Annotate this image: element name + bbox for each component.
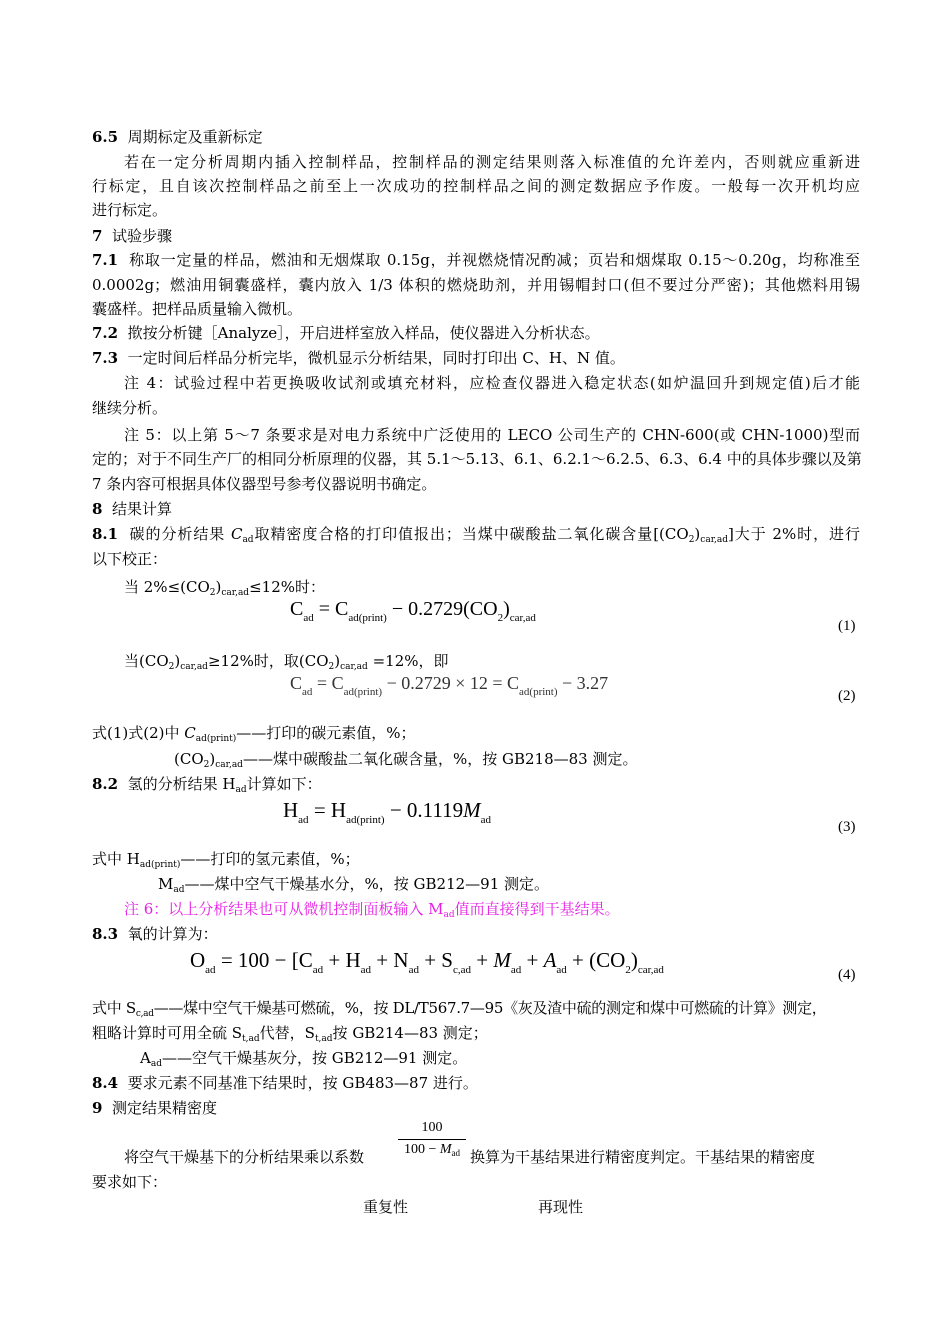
text: 注 6：以上分析结果也可从微机控制面板输入 M [124,900,444,918]
condition-1 [124,576,325,598]
text: ≥12%时，取(CO [207,652,329,670]
subscript: ad(print) [346,814,385,826]
section-8-4-line [92,1072,478,1094]
text: + S [418,948,453,972]
subscript: car,ad [180,662,208,672]
text: ≤12%时： [249,578,325,596]
subscript: ad [150,1059,162,1069]
text: ——煤中空气干燥基可燃硫，%，按 DL/T567.7—95《灰及渣中硫的测定和煤中可燃硫的计算》测定， [153,999,827,1017]
subscript: ad [235,785,247,795]
text: 碳的分析结果 [129,525,231,543]
text: ——煤中碳酸盐二氧化碳含量，%，按 GB218—83 测定。 [242,750,638,768]
where-clause-4-line2 [92,1022,488,1044]
subscript: ad(print) [195,734,237,744]
symbol: M [439,1142,452,1157]
where-clause-4 [92,997,827,1019]
subscript: ad [360,964,372,976]
where-clause-1-2 [92,722,416,744]
text: ——煤中空气干燥基水分，%，按 GB212—91 测定。 [184,875,550,893]
subscript: 2 [203,760,210,770]
text: 式中 S [92,999,136,1017]
subscript: c,ad [135,1009,154,1019]
subscript: ad [303,612,314,624]
symbol: C [184,724,196,742]
subscript: ad [480,814,491,826]
equation-number: (4) [838,967,856,983]
text: + [521,948,544,972]
paragraph-line: 要求如下： [92,1173,168,1191]
note-5-line: 定的；对于不同生产厂的相同分析原理的仪器，其 5.1～5.13、6.1、6.2.1～6.2.5、6.3、6.4 中的具体步骤以及第 [92,450,862,468]
subscript: c,ad [452,964,471,976]
subscript: 2 [209,588,216,598]
subscript: ad [556,964,567,976]
fraction-numerator: 100 [421,1120,443,1135]
text: = [308,798,331,822]
subscript: car,ad [215,760,243,770]
section-number: 6.5 [92,128,119,146]
subscript: ad [298,814,309,826]
symbol: C [335,598,349,620]
section-number: 8.2 [92,775,119,793]
text: M [158,875,174,893]
text: − 0.1119 [384,798,464,822]
section-title: 试验步骤 [111,227,172,245]
text: + H [323,948,361,972]
section-9-heading [92,1097,217,1119]
text: + [471,948,494,972]
text: 当 2%≤(CO [124,578,210,596]
equation-number: (3) [838,819,856,835]
text: ) [503,598,510,620]
text: + N [371,948,409,972]
text: ) [630,948,638,972]
subscript: ad(print) [519,686,558,698]
text: ]大于 2%时，进行 [728,525,860,543]
text: 当(CO [124,652,169,670]
text: ——空气干燥基灰分，按 GB212—91 测定。 [161,1049,468,1067]
paragraph-text: 揿按分析键［Analyze］，开启进样室放入样品，使仪器进入分析状态。 [127,324,600,342]
where-clause-3 [92,848,360,870]
paragraph-text: 要求元素不同基准下结果时，按 GB483—87 进行。 [127,1074,478,1092]
subscript: ad [451,1148,461,1158]
symbol: C [507,673,520,693]
table-header-reproducibility: 再现性 [538,1198,584,1216]
text: 取精密度合格的打印值报出；当煤中碳酸盐二氧化碳含量[(CO [253,525,689,543]
symbol: M [463,798,481,822]
text: ) [209,750,216,768]
note-4-line: 注 4：试验过程中若更换吸收试剂或填充材料，应检查仪器进入稳定状态(如炉温回升到规定值)后才能 [124,374,860,392]
coefficient-fraction [398,1118,466,1159]
text: = [313,598,336,620]
symbol: A [543,948,557,972]
symbol: C [290,598,304,620]
text: ) [215,578,222,596]
paragraph-text: 氧的计算为： [127,925,218,943]
text: ) [174,652,181,670]
paragraph-text: 称取一定量的样品，燃油和无烟煤取 0.15g，并视燃烧情况酌减；页岩和烟煤取 0.15～0.20g，均称准至 [129,251,860,269]
section-number: 7 [92,227,103,245]
section-number: 9 [92,1099,103,1117]
table-header-repeatability: 重复性 [363,1198,409,1216]
text: 式中 H [92,850,140,868]
section-7-1-line [92,249,860,271]
equation-1 [290,598,536,624]
section-8-heading [92,498,172,520]
section-8-2-line [92,773,322,795]
subscript: 2 [497,612,504,624]
section-7-heading [92,225,172,247]
section-6-5-heading [92,126,263,148]
paragraph-line: 进行标定。 [92,201,168,219]
paragraph-text: 一定时间后样品分析完毕，微机显示分析结果，同时打印出 C、H、N 值。 [127,349,625,367]
paragraph-line: 囊盛样。把样品质量输入微机。 [92,300,303,318]
subscript: ad(print) [139,860,181,870]
text: ——打印的氢元素值，%； [180,850,360,868]
paragraph-line: 若在一定分析周期内插入控制样品，控制样品的测定结果则落入标准值的允许差内，否则就应重新进 [124,153,860,171]
section-9-para-a: 将空气干燥基下的分析结果乘以系数 [124,1148,365,1166]
section-title: 结果计算 [111,500,172,518]
section-title: 周期标定及重新标定 [127,128,263,146]
section-title: 测定结果精密度 [111,1099,217,1117]
equation-2 [290,673,609,698]
section-number: 8 [92,500,103,518]
subscript: ad(print) [348,612,387,624]
text: − 0.2729 × 12 = [382,673,508,693]
section-9-para-b: 换算为干基结果进行精密度判定。干基结果的精密度 [470,1148,816,1166]
section-number: 7.2 [92,324,119,342]
subscript: ad [242,535,254,545]
section-number: 7.3 [92,349,119,367]
text: 氢的分析结果 H [127,775,236,793]
where-clause-4-b [140,1047,467,1069]
subscript: ad [312,964,324,976]
where-clause-3-b [158,873,549,895]
subscript: car,ad [509,612,536,624]
note-5-line: 注 5：以上第 5～7 条要求是对电力系统中广泛使用的 LECO 公司生产的 CHN-600(或 CHN-1000)型而 [124,426,860,444]
condition-2 [124,650,449,672]
section-number: 7.1 [92,251,119,269]
section-7-2-line [92,322,600,344]
equation-3 [283,798,491,826]
subscript: 2 [328,662,335,672]
paragraph-line: 行标定，且自该次控制样品之前至上一次成功的控制样品之间的测定数据应予作废。一般每一次开机均应 [92,177,860,195]
text: 按 GB214—83 测定； [332,1024,488,1042]
equation-4 [190,948,664,976]
subscript: ad [408,964,419,976]
text: 值而直接得到干基结果。 [454,900,620,918]
text: = [312,673,332,693]
subscript: ad(print) [343,686,383,698]
text: ——打印的碳元素值，%； [236,724,416,742]
note-5-line: 7 条内容可根据具体仪器型号参考仪器说明书确定。 [92,475,437,493]
section-8-3-line [92,923,218,945]
section-number: 8.4 [92,1074,119,1092]
text: 代替，S [259,1024,315,1042]
text: A [140,1049,151,1067]
section-number: 8.3 [92,925,119,943]
note-4-line: 继续分析。 [92,399,168,417]
subscript: 2 [625,964,631,976]
symbol: H [283,798,299,822]
text: 计算如下： [246,775,322,793]
subscript: 2 [168,662,175,672]
note-6-line [124,898,620,920]
subscript: car,ad [637,964,664,976]
subscript: car,ad [221,588,250,598]
subscript: ad [173,885,185,895]
subscript: car,ad [340,662,368,672]
subscript: 2 [688,535,695,545]
subscript: ad [302,686,313,698]
fraction-denominator [398,1141,466,1159]
symbol: H [330,798,347,822]
symbol: C [331,673,344,693]
subscript: t,ad [314,1034,333,1044]
text: ) [694,525,701,543]
fraction-bar [398,1139,466,1140]
paragraph-line: 以下校正： [92,550,168,568]
equation-number: (1) [838,618,856,634]
subscript: ad [205,964,216,976]
subscript: t,ad [242,1034,260,1044]
section-7-3-line [92,347,625,369]
subscript: ad [443,910,455,920]
subscript: car,ad [700,535,728,545]
section-number: 8.1 [92,525,119,543]
text: = 100 − [C [215,948,313,972]
symbol: O [190,948,206,972]
symbol: C [290,673,303,693]
text: − 0.2729(CO [386,598,498,620]
text: − 3.27 [557,673,609,693]
symbol: C [230,525,243,543]
symbol: M [493,948,511,972]
text: 100 − [403,1142,440,1157]
paragraph-line: 0.0002g；燃油用铜囊盛样，囊内放入 1/3 体积的燃烧助剂，并用锡帽封口(但不要过分严密)；其他燃料用锡 [92,276,860,294]
text: 式(1)式(2)中 [92,724,185,742]
subscript: ad [510,964,522,976]
equation-number: (2) [838,688,856,704]
where-clause-1-2-b [174,748,637,770]
section-8-1-line [92,523,860,545]
text: ) [334,652,341,670]
text: (CO [174,750,204,768]
text: + (CO [566,948,626,972]
text: =12%，即 [367,652,449,670]
text: 粗略计算时可用全硫 S [92,1024,243,1042]
